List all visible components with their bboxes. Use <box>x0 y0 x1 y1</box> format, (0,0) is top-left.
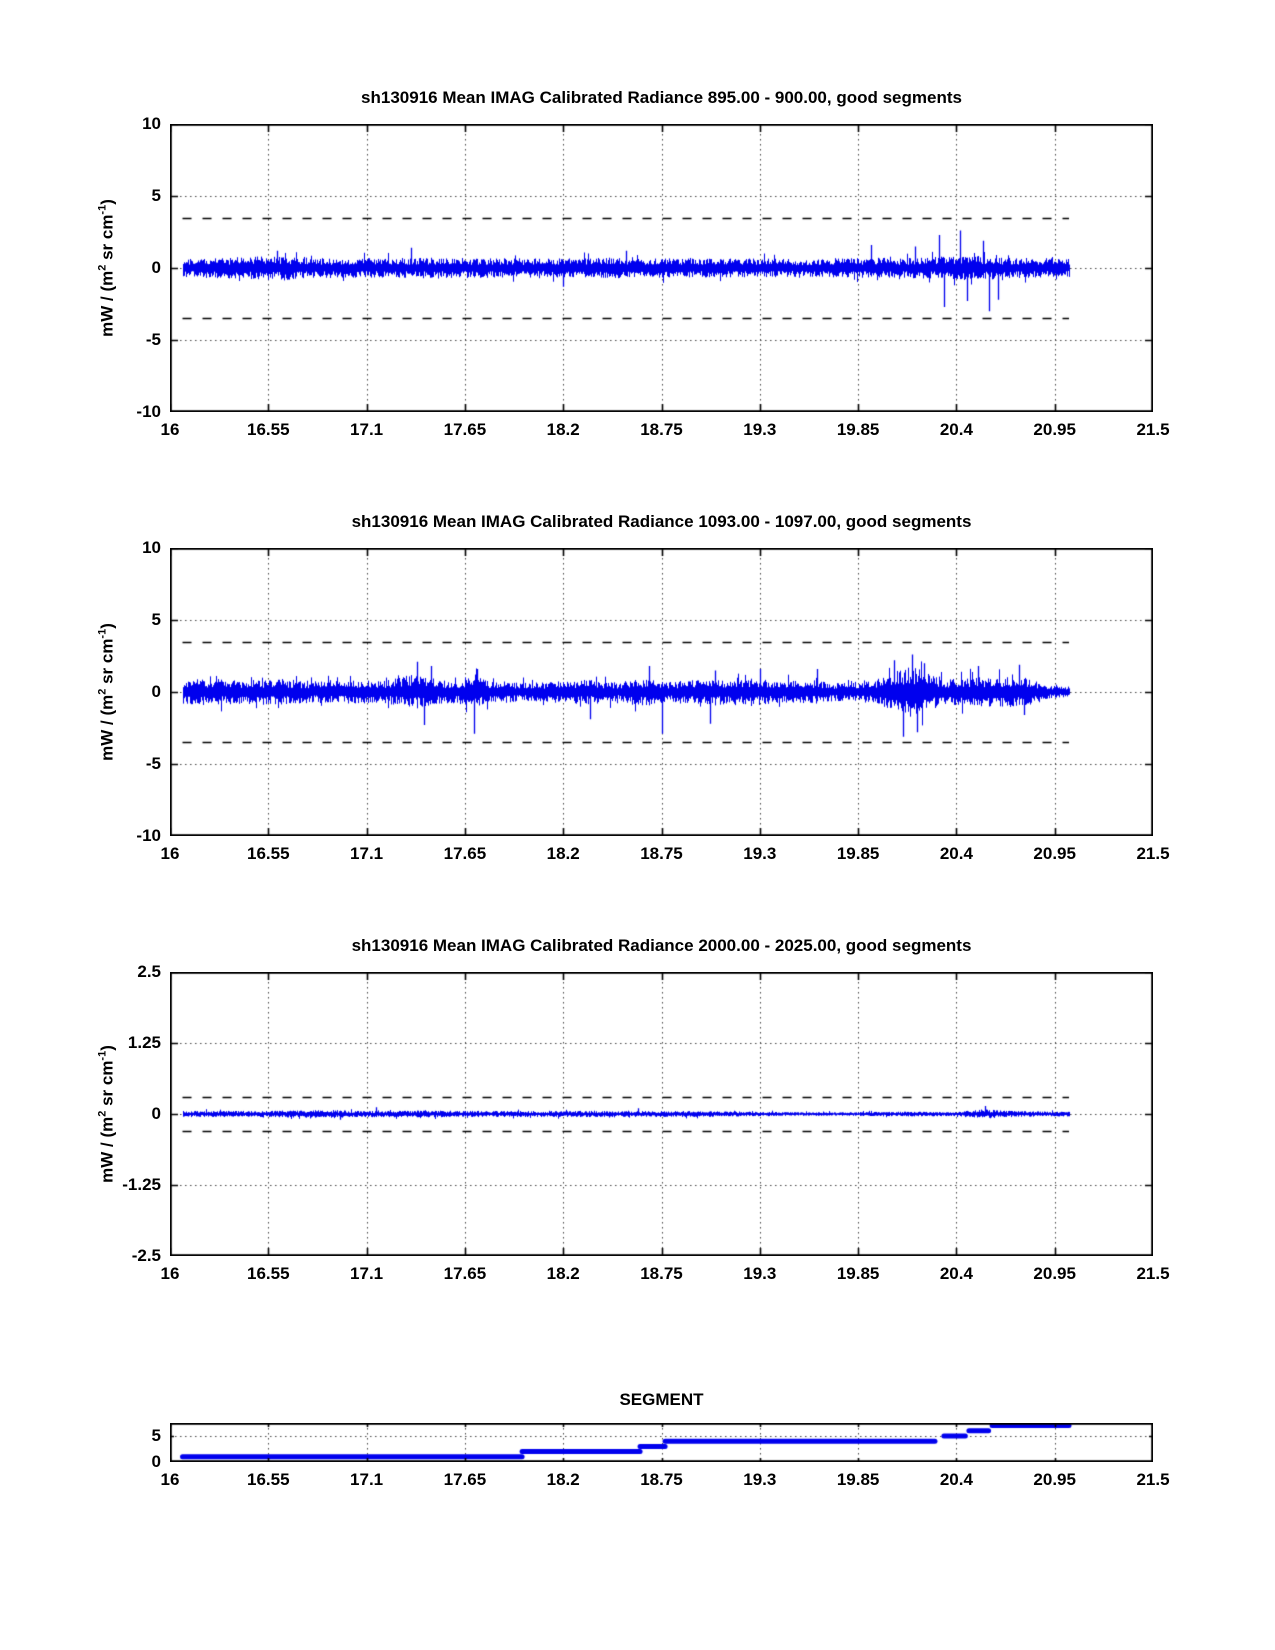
x-tick-label: 19.3 <box>743 420 777 439</box>
x-tick-label: 16.55 <box>247 420 290 439</box>
y-axis-label-text: sr cm <box>97 214 117 265</box>
y-tick-label: 5 <box>151 1426 161 1445</box>
y-tick-label: -10 <box>136 826 161 845</box>
x-tick-label: 19.85 <box>836 1264 880 1283</box>
y-tick-label: 2.5 <box>137 962 161 981</box>
y-axis-label-text: sr cm <box>97 638 117 689</box>
y-tick-label: -2.5 <box>131 1246 161 1265</box>
plot-area-canvas <box>170 548 1153 836</box>
x-tick-label: 16 <box>160 1264 180 1283</box>
y-tick-label: -10 <box>136 402 161 421</box>
x-tick-label: 21.5 <box>1136 844 1170 863</box>
x-tick-label: 18.2 <box>546 420 580 439</box>
plot-area-canvas <box>170 972 1153 1256</box>
y-axis-label-sup: -1 <box>96 628 109 639</box>
x-tick-label: 20.4 <box>939 420 973 439</box>
x-tick-label: 20.95 <box>1033 844 1076 863</box>
plot-title: SEGMENT <box>619 1390 704 1409</box>
y-tick-label: -1.25 <box>122 1175 161 1194</box>
y-axis-label-text: ) <box>97 623 117 629</box>
x-tick-label: 19.3 <box>743 1264 777 1283</box>
x-tick-label: 20.4 <box>939 1470 973 1489</box>
x-tick-label: 17.1 <box>350 1264 384 1283</box>
x-tick-label: 16.55 <box>247 1264 290 1283</box>
subplot-radiance-895-900 <box>96 88 1170 439</box>
y-axis-label-text: mW / (m <box>97 694 117 761</box>
x-tick-label: 19.3 <box>743 844 777 863</box>
y-axis-label-text: ) <box>97 199 117 205</box>
y-axis-label-sup: 2 <box>96 264 109 271</box>
x-tick-label: 18.2 <box>546 1470 580 1489</box>
plot-title: sh130916 Mean IMAG Calibrated Radiance 895.00 - 900.00, good segments <box>361 88 962 107</box>
y-tick-label: 0 <box>151 258 161 277</box>
x-tick-label: 19.85 <box>836 844 880 863</box>
x-tick-label: 16 <box>160 844 180 863</box>
y-axis-label-text: mW / (m <box>97 1116 117 1183</box>
plot-title: sh130916 Mean IMAG Calibrated Radiance 2000.00 - 2025.00, good segments <box>351 936 972 955</box>
x-tick-label: 17.1 <box>350 1470 384 1489</box>
x-tick-label: 16.55 <box>247 1470 290 1489</box>
x-tick-label: 20.95 <box>1033 420 1076 439</box>
x-tick-label: 20.4 <box>939 1264 973 1283</box>
x-tick-label: 18.2 <box>546 844 580 863</box>
y-axis-label-text: ) <box>97 1045 117 1051</box>
x-tick-label: 18.2 <box>546 1264 580 1283</box>
x-tick-label: 16 <box>160 1470 180 1489</box>
x-tick-label: 17.65 <box>443 844 487 863</box>
y-tick-label: 0 <box>151 682 161 701</box>
y-tick-label: -5 <box>145 330 161 349</box>
x-tick-label: 17.1 <box>350 420 384 439</box>
y-tick-label: 5 <box>151 186 161 205</box>
x-tick-label: 19.85 <box>836 1470 880 1489</box>
y-tick-label: -5 <box>145 754 161 773</box>
x-tick-label: 21.5 <box>1136 1470 1170 1489</box>
x-tick-label: 17.1 <box>350 844 384 863</box>
y-axis-label-sup: 2 <box>96 688 109 695</box>
plot-area-canvas <box>170 124 1153 412</box>
x-tick-label: 18.75 <box>640 1264 683 1283</box>
y-tick-label: 0 <box>151 1104 161 1123</box>
y-axis-label-text: mW / (m <box>97 270 117 337</box>
y-tick-label: 0 <box>151 1452 161 1471</box>
x-tick-label: 18.75 <box>640 1470 683 1489</box>
y-tick-label: 10 <box>142 538 161 557</box>
x-tick-label: 19.3 <box>743 1470 777 1489</box>
subplot-radiance-1093-1097 <box>96 512 1170 863</box>
x-tick-label: 20.4 <box>939 844 973 863</box>
y-axis-label-text: sr cm <box>97 1060 117 1111</box>
y-axis-label-sup: -1 <box>96 204 109 215</box>
y-tick-label: 5 <box>151 610 161 629</box>
x-tick-label: 20.95 <box>1033 1264 1076 1283</box>
y-axis-label-sup: -1 <box>96 1050 109 1061</box>
x-tick-label: 18.75 <box>640 844 683 863</box>
subplot-radiance-2000-2025 <box>96 936 1170 1283</box>
x-tick-label: 17.65 <box>443 1264 487 1283</box>
x-tick-label: 16.55 <box>247 844 290 863</box>
x-tick-label: 21.5 <box>1136 1264 1170 1283</box>
x-tick-label: 19.85 <box>836 420 880 439</box>
x-tick-label: 17.65 <box>443 1470 487 1489</box>
y-tick-label: 10 <box>142 114 161 133</box>
x-tick-label: 21.5 <box>1136 420 1170 439</box>
plot-area-canvas <box>170 1423 1153 1462</box>
x-tick-label: 20.95 <box>1033 1470 1076 1489</box>
x-tick-label: 16 <box>160 420 180 439</box>
y-axis-label-sup: 2 <box>96 1110 109 1117</box>
plot-title: sh130916 Mean IMAG Calibrated Radiance 1093.00 - 1097.00, good segments <box>351 512 972 531</box>
y-tick-label: 1.25 <box>127 1033 161 1052</box>
subplot-segment <box>151 1390 1170 1489</box>
x-tick-label: 17.65 <box>443 420 487 439</box>
x-tick-label: 18.75 <box>640 420 683 439</box>
